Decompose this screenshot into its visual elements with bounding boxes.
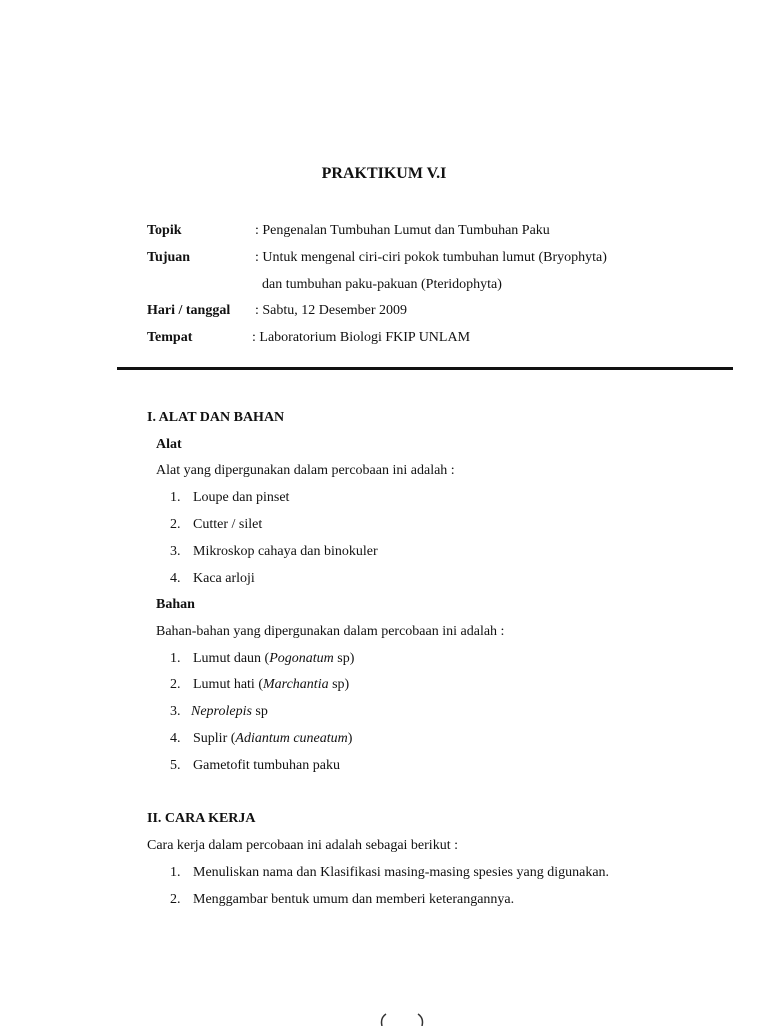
section-alat-bahan-heading: I. ALAT DAN BAHAN — [147, 410, 285, 425]
bahan-item-number: 4. — [170, 731, 181, 746]
bahan-item-number: 3. — [170, 704, 181, 719]
cara-kerja-intro: Cara kerja dalam percobaan ini adalah sebagai berikut : — [147, 838, 458, 853]
cara-kerja-item-number: 1. — [170, 865, 181, 880]
alat-item-number: 1. — [170, 490, 181, 505]
alat-intro: Alat yang dipergunakan dalam percobaan ini adalah : — [156, 463, 455, 478]
bahan-item-number: 1. — [170, 651, 181, 666]
cara-kerja-item: Menggambar bentuk umum dan memberi keterangannya. — [193, 892, 515, 907]
cara-kerja-item-number: 2. — [170, 892, 181, 907]
alat-item: Mikroskop cahaya dan binokuler — [193, 544, 378, 559]
tujuan-value-continued: dan tumbuhan paku-pakuan (Pteridophyta) — [262, 277, 502, 292]
bahan-intro: Bahan-bahan yang dipergunakan dalam percobaan ini adalah : — [156, 624, 505, 639]
bahan-heading: Bahan — [156, 597, 195, 612]
tempat-label: Tempat — [147, 330, 193, 345]
alat-item-number: 3. — [170, 544, 181, 559]
bahan-item: Neprolepis sp — [191, 704, 268, 719]
bahan-item: Gametofit tumbuhan paku — [193, 758, 340, 773]
hari-label: Hari / tanggal — [147, 303, 231, 318]
topik-label: Topik — [147, 223, 182, 238]
tujuan-value: : Untuk mengenal ciri-ciri pokok tumbuhan lumut (Bryophyta) — [255, 250, 607, 265]
section-cara-kerja-heading: II. CARA KERJA — [147, 811, 256, 826]
bahan-item: Lumut hati (Marchantia sp) — [193, 677, 350, 692]
horizontal-divider — [117, 367, 733, 370]
hari-value: : Sabtu, 12 Desember 2009 — [255, 303, 408, 318]
alat-heading: Alat — [156, 437, 182, 452]
bahan-item: Lumut daun (Pogonatum sp) — [193, 651, 355, 666]
tujuan-label: Tujuan — [147, 250, 191, 265]
alat-item: Kaca arloji — [193, 571, 255, 586]
tempat-value: : Laboratorium Biologi FKIP UNLAM — [252, 330, 471, 345]
page-title: PRAKTIKUM V.I — [321, 165, 447, 182]
alat-item-number: 2. — [170, 517, 181, 532]
topik-value: : Pengenalan Tumbuhan Lumut dan Tumbuhan Paku — [255, 223, 550, 238]
bahan-item: Suplir (Adiantum cuneatum) — [193, 731, 353, 746]
bahan-item-number: 2. — [170, 677, 181, 692]
bahan-item-number: 5. — [170, 758, 181, 773]
alat-item: Loupe dan pinset — [193, 490, 290, 505]
alat-item-number: 4. — [170, 571, 181, 586]
alat-item: Cutter / silet — [193, 517, 263, 532]
cara-kerja-item: Menuliskan nama dan Klasifikasi masing-masing spesies yang digunakan. — [193, 865, 610, 880]
